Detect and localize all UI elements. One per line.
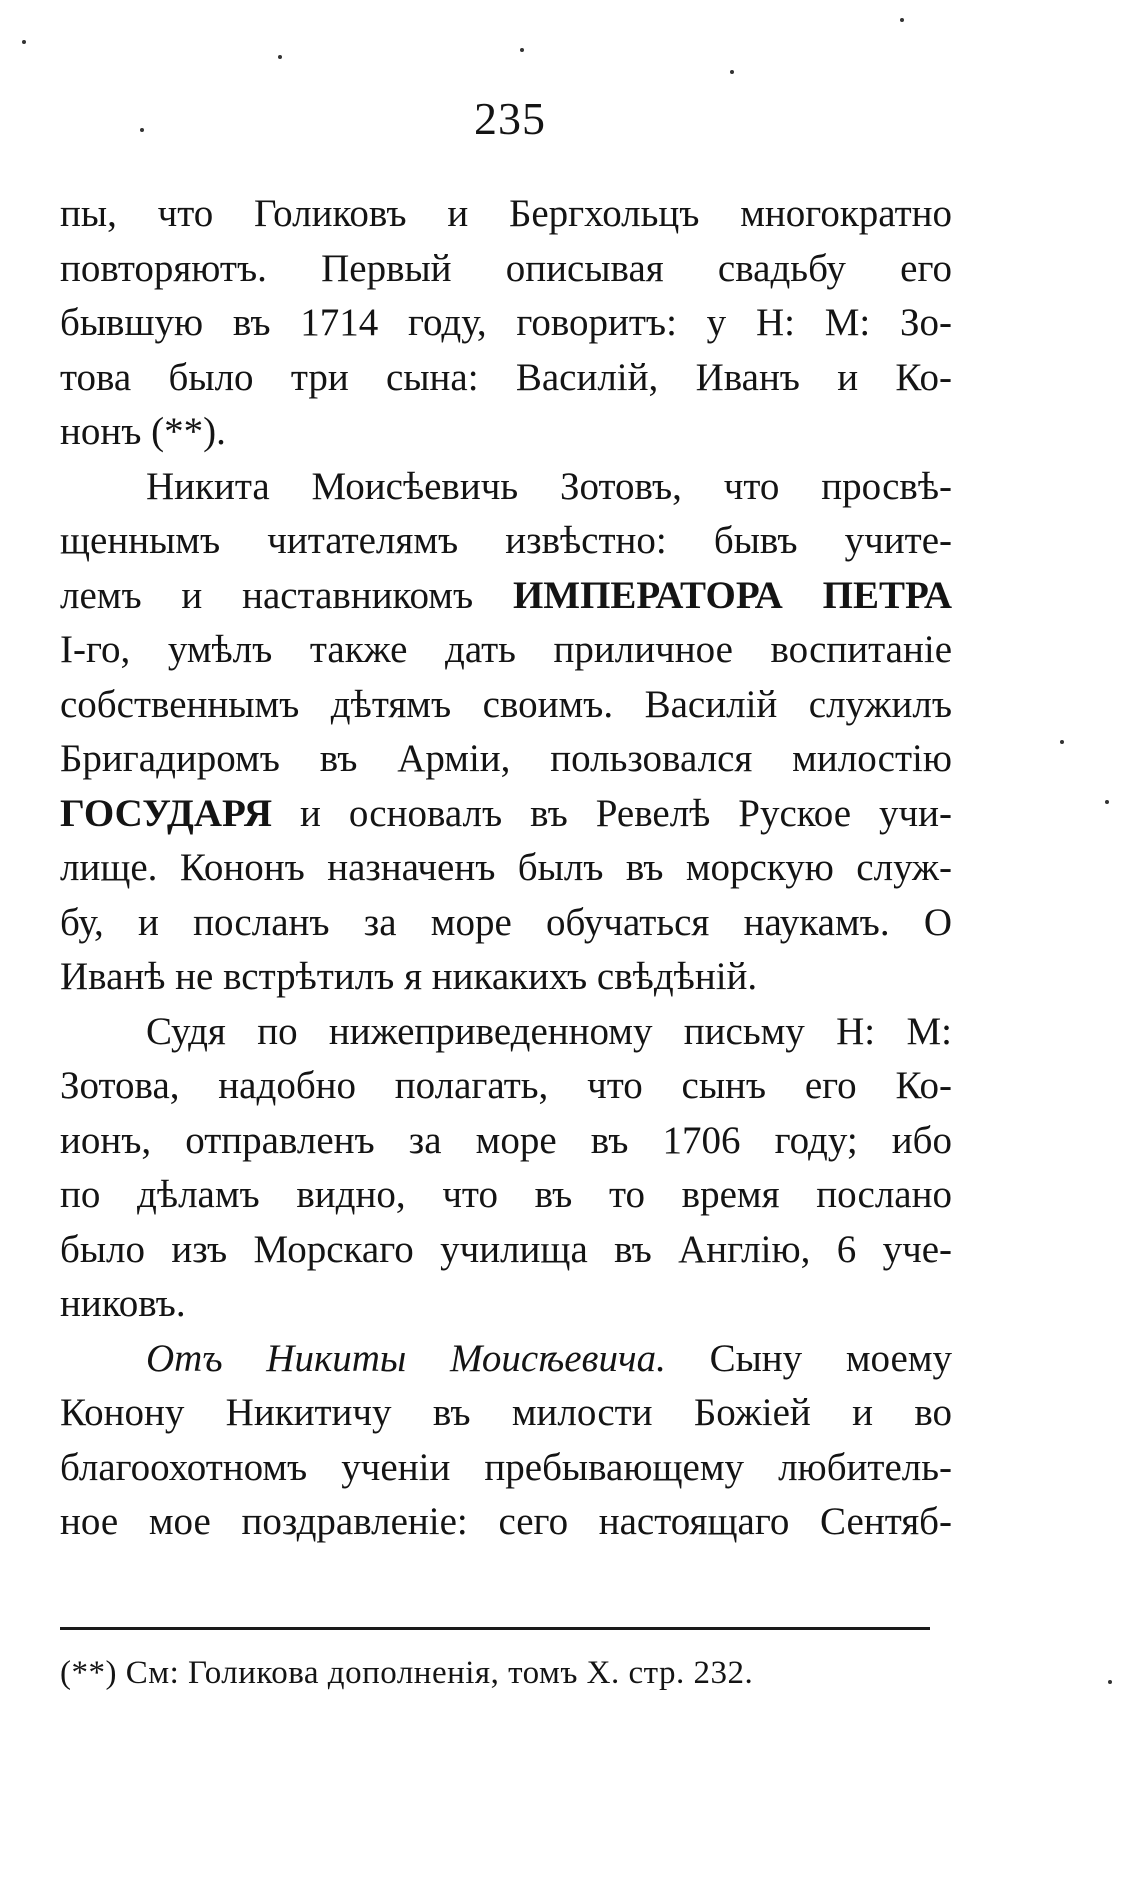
text-line: I-го, умѣлъ также дать приличное воспитаніе [60, 628, 952, 671]
text-line [60, 787, 952, 842]
scan-speck [1060, 740, 1064, 744]
text-line: Никита Моисѣевичь Зотовъ, что просвѣ- [146, 464, 952, 508]
text-line [60, 1332, 952, 1387]
text-line: щеннымъ читателямъ извѣстно: бывъ учите- [60, 519, 952, 562]
scan-speck [730, 70, 734, 74]
text-line: Бригадиромъ въ Арміи, пользовался милостію [60, 737, 952, 780]
text-line: пы, что Голиковъ и Бергхольцъ многократно [60, 192, 952, 235]
letter-heading: Отъ Никиты Моисѣевича. [146, 1336, 666, 1380]
footnote-divider [60, 1627, 930, 1630]
emperor-title: ИМПЕРАТОРА ПЕТРА [512, 573, 952, 617]
footnote: (**) См: Голикова дополненія, томъ X. стр. 232. [60, 1655, 754, 1691]
text-line: бу, и посланъ за море обучаться наукамъ. О [60, 900, 952, 944]
text-segment: и основалъ въ Ревелѣ Руское учи- [300, 791, 952, 835]
text-line: Иванѣ не встрѣтилъ я никакихъ свѣдѣній. [60, 955, 758, 998]
text-line: нонъ (**). [60, 410, 226, 453]
scan-speck [900, 18, 904, 22]
text-line: было изъ Морскаго училища въ Англію, 6 уче- [60, 1227, 952, 1271]
text-line: собственнымъ дѣтямъ своимъ. Василій служилъ [60, 682, 952, 726]
scan-speck [520, 48, 524, 52]
scan-speck [278, 55, 282, 59]
text-line: Судя по нижеприведенному письму Н: М: [146, 1009, 952, 1053]
text-line [60, 569, 952, 624]
text-line: бывшую въ 1714 году, говоритъ: у Н: М: Зо- [60, 301, 952, 344]
scan-speck [1105, 800, 1109, 804]
text-line: Зотова, надобно полагать, что сынъ его Ко- [60, 1064, 952, 1107]
text-line: това было три сына: Василій, Иванъ и Ко- [60, 355, 952, 399]
sovereign-title: ГОСУДАРЯ [60, 791, 273, 835]
scan-speck [22, 40, 26, 44]
text-line: лище. Кононъ назначенъ былъ въ морскую служ- [60, 846, 952, 889]
text-segment: лемъ и наставникомъ [60, 573, 474, 617]
text-line: никовъ. [60, 1282, 186, 1325]
text-line: по дѣламъ видно, что въ то время послано [60, 1173, 952, 1216]
text-line: ное мое поздравленіе: сего настоящаго Сентяб- [60, 1500, 952, 1543]
scan-speck [1108, 1680, 1112, 1684]
text-line: благоохотномъ ученіи пребывающему любитель- [60, 1445, 952, 1489]
body-text [60, 187, 952, 1550]
page-number: 235 [474, 93, 546, 144]
text-line: Конону Никитичу въ милости Божіей и во [60, 1391, 952, 1434]
scan-speck [140, 128, 144, 132]
text-line: повторяютъ. Первый описывая свадьбу его [60, 246, 952, 290]
text-line: ионъ, отправленъ за море въ 1706 году; ибо [60, 1118, 952, 1162]
text-segment: Сыну моему [709, 1336, 953, 1380]
